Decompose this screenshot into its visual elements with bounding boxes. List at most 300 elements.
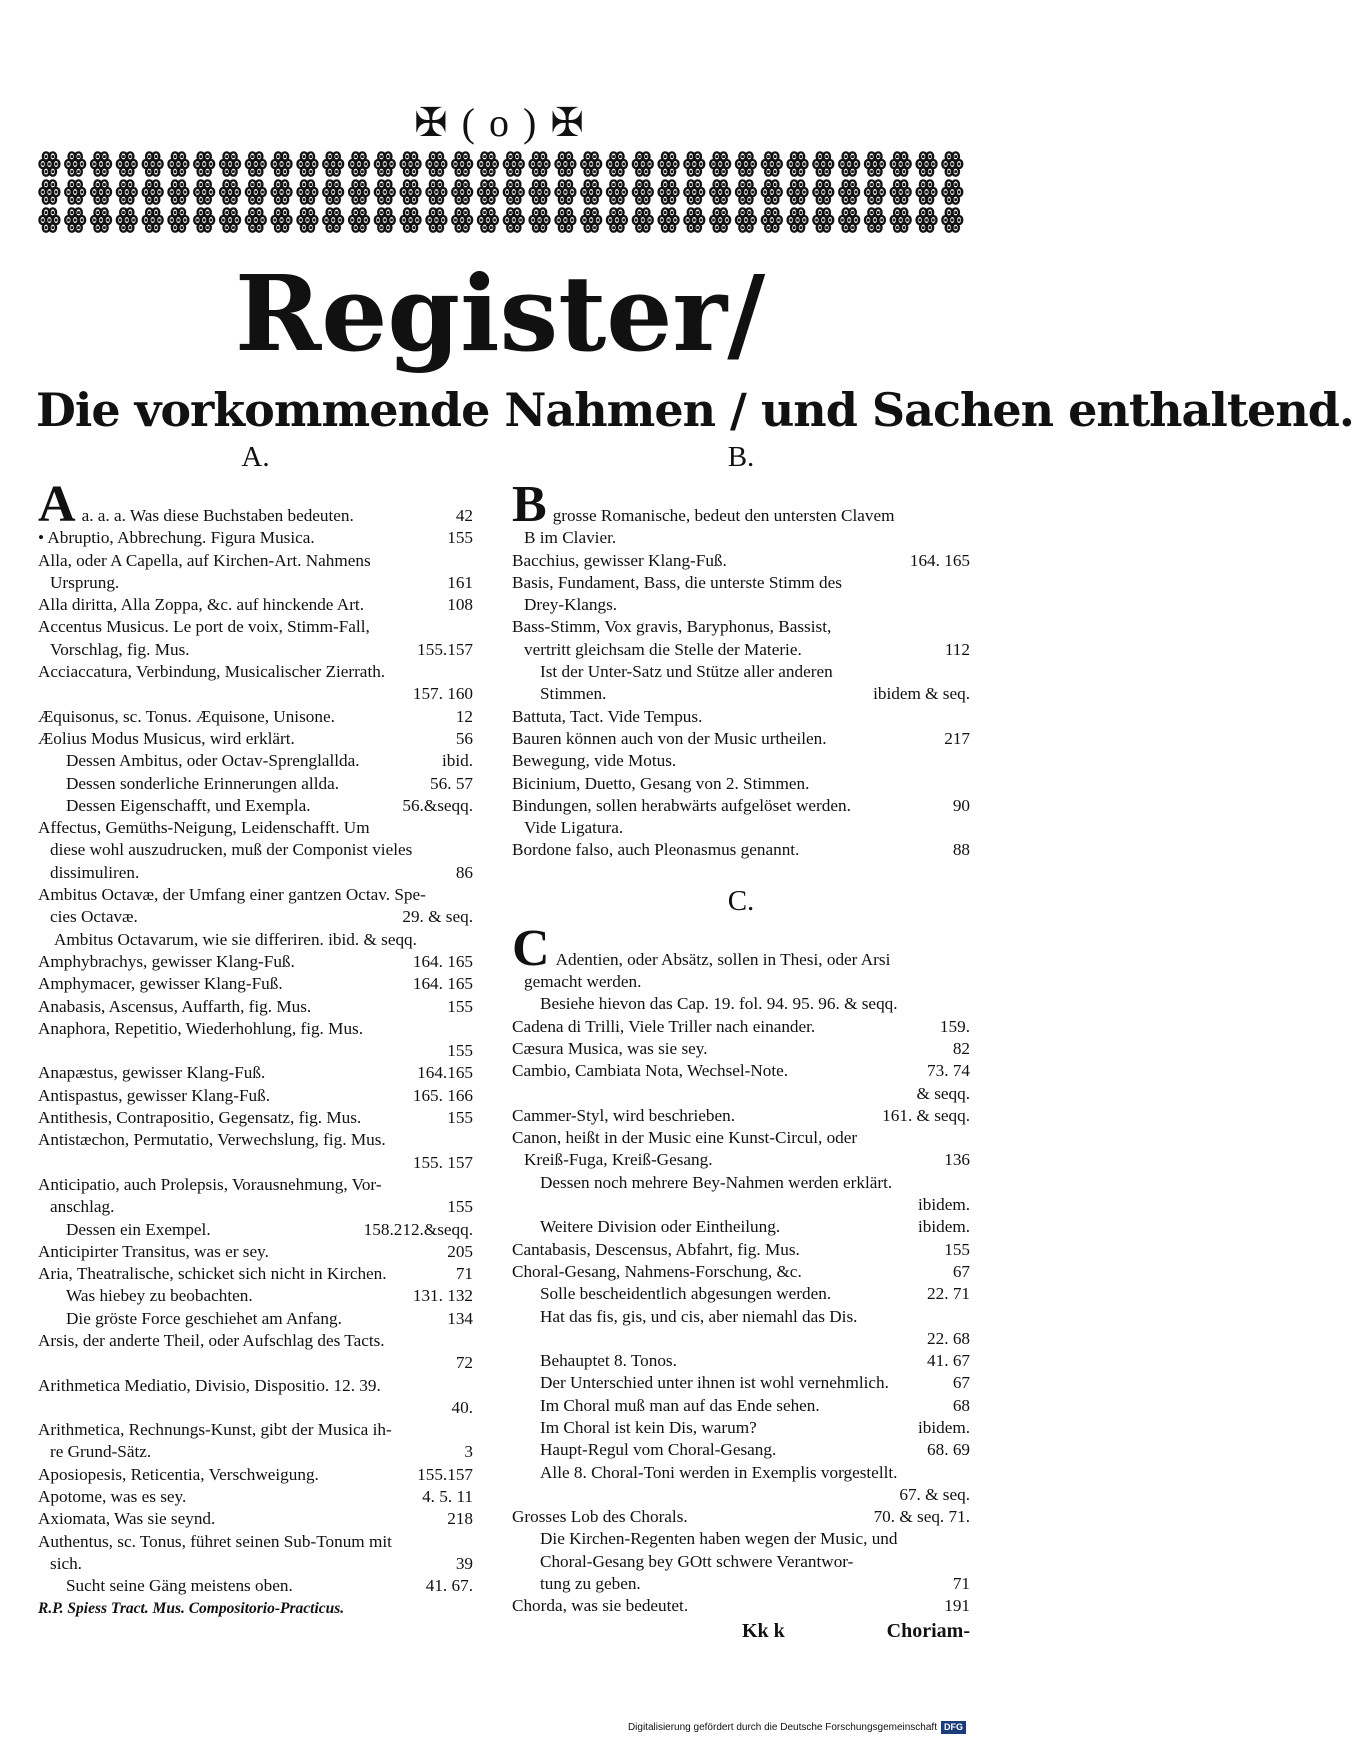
entry-text: Battuta, Tact. Vide Tempus. <box>512 706 703 726</box>
entry-text: Ist der Unter-Satz und Stütze aller anderen <box>540 662 833 682</box>
page-reference: 155 <box>447 996 473 1016</box>
index-entry <box>512 1060 970 1082</box>
entry-text: Authentus, sc. Tonus, führet seinen Sub-Tonum mit <box>38 1531 392 1551</box>
index-entry <box>38 1152 473 1174</box>
entry-text: Bordone falso, auch Pleonasmus genannt. <box>512 840 800 860</box>
index-entry <box>38 1308 473 1330</box>
index-entry <box>512 572 970 594</box>
ornament-glyph: ꙮ <box>476 148 499 177</box>
page-reference: 56 <box>455 728 473 748</box>
entry-text: Bacchius, gewisser Klang-Fuß. <box>512 550 727 570</box>
section-heading-c: C. <box>727 884 755 917</box>
ornament-glyph: ꙮ <box>889 204 912 233</box>
page-reference: 218 <box>447 1509 473 1529</box>
entry-text: Bicinium, Duetto, Gesang von 2. Stimmen. <box>512 773 810 793</box>
page-reference: 155 <box>944 1239 970 1259</box>
entry-text: Anaphora, Repetitio, Wiederhohlung, fig. Mus. <box>38 1018 364 1038</box>
entry-text: Dessen ein Exempel. <box>66 1219 211 1239</box>
page-reference: 29. & seq. <box>402 907 473 927</box>
ornament-glyph: ꙮ <box>115 204 138 233</box>
entry-text: dissimuliren. <box>50 862 140 882</box>
index-entry <box>512 971 970 993</box>
ornament-glyph: ꙮ <box>579 176 602 205</box>
entry-text: Choral-Gesang, Nahmens-Forschung, &c. <box>512 1261 802 1281</box>
page-reference: 42 <box>455 506 473 525</box>
index-entry <box>38 1375 473 1397</box>
index-entry <box>38 929 473 951</box>
page-title: Register/ <box>234 252 766 375</box>
ornament-glyph: ꙮ <box>631 148 654 177</box>
decorative-border <box>38 150 963 232</box>
page-reference: 40. <box>451 1397 473 1417</box>
page-reference: 112 <box>944 639 970 659</box>
page-reference: 3 <box>464 1442 473 1462</box>
ornament-glyph: ꙮ <box>295 176 318 205</box>
page-reference: 155. 157 <box>412 1152 473 1172</box>
page-subtitle: Die vorkommende Nahmen / und Sachen enthaltend. <box>36 383 1354 437</box>
page-reference: 56.&seqq. <box>402 795 473 815</box>
entry-text: Anticipirter Transitus, was er sey. <box>38 1241 269 1261</box>
page-reference: 164. 165 <box>909 550 970 570</box>
page-reference: 12 <box>455 706 473 726</box>
index-entry <box>512 1172 970 1194</box>
ornament-glyph: ꙮ <box>192 176 215 205</box>
page-head-ornament: ✠ ( o ) ✠ <box>414 100 586 145</box>
ornament-glyph: ꙮ <box>373 176 396 205</box>
index-list-b <box>512 476 970 862</box>
index-entry <box>512 1149 970 1171</box>
ornament-row <box>38 150 963 176</box>
page-reference: 72 <box>455 1353 473 1373</box>
index-entry <box>38 1553 473 1575</box>
ornament-glyph: ꙮ <box>502 176 525 205</box>
index-entry <box>512 919 970 977</box>
index-entry <box>512 706 970 728</box>
index-entry <box>512 1573 970 1595</box>
drop-cap: C <box>512 919 550 977</box>
page-reference: 39 <box>455 1553 473 1573</box>
index-entry <box>512 594 970 616</box>
page-reference: 191 <box>944 1596 970 1616</box>
ornament-glyph: ꙮ <box>708 204 731 233</box>
entry-text: Besiehe hievon das Cap. 19. fol. 94. 95. 96. & seqq. <box>540 994 898 1014</box>
page-reference: 41. 67 <box>927 1351 970 1371</box>
ornament-glyph: ꙮ <box>347 148 370 177</box>
index-entry <box>38 683 473 705</box>
index-entry <box>512 839 970 861</box>
entry-text: Solle bescheidentlich abgesungen werden. <box>540 1284 832 1304</box>
ornament-glyph: ꙮ <box>760 148 783 177</box>
page-reference: 88 <box>952 840 970 860</box>
ornament-glyph: ꙮ <box>270 176 293 205</box>
ornament-glyph: ꙮ <box>837 204 860 233</box>
page-reference: 67 <box>952 1261 970 1281</box>
index-entry <box>38 1241 473 1263</box>
index-entry <box>38 951 473 973</box>
ornament-glyph: ꙮ <box>399 148 422 177</box>
entry-text: Arithmetica, Rechnungs-Kunst, gibt der Musica ih- <box>38 1420 392 1440</box>
entry-text: Acciaccatura, Verbindung, Musicalischer Zierrath. <box>38 662 386 682</box>
page-reference: 67 <box>952 1373 970 1393</box>
entry-text: Affectus, Gemüths-Neigung, Leidenschafft. Um <box>38 818 370 838</box>
page-reference: 205 <box>447 1241 473 1261</box>
ornament-glyph: ꙮ <box>476 176 499 205</box>
entry-text: Amphymacer, gewisser Klang-Fuß. <box>38 974 283 994</box>
page-reference: 90 <box>952 795 970 815</box>
entry-text: Apotome, was es sey. <box>38 1487 187 1507</box>
index-entry <box>38 1129 473 1151</box>
index-entry <box>512 1506 970 1528</box>
ornament-glyph: ꙮ <box>682 204 705 233</box>
ornament-glyph: ꙮ <box>605 204 628 233</box>
ornament-glyph: ꙮ <box>579 204 602 233</box>
page-reference: 165. 166 <box>412 1085 473 1105</box>
ornament-glyph: ꙮ <box>244 204 267 233</box>
section-heading-a: A. <box>241 441 270 473</box>
ornament-glyph: ꙮ <box>657 148 679 177</box>
ornament-glyph: ꙮ <box>915 204 937 233</box>
ornament-glyph: ꙮ <box>424 148 447 177</box>
entry-text: Kreiß-Fuga, Kreiß-Gesang. <box>524 1150 713 1170</box>
entry-text: Axiomata, Was sie seynd. <box>38 1509 216 1529</box>
index-entry <box>512 1417 970 1439</box>
page-reference: 131. 132 <box>412 1286 473 1306</box>
ornament-glyph: ꙮ <box>89 148 112 177</box>
entry-text: Vorschlag, fig. Mus. <box>50 639 190 659</box>
index-list-c <box>512 919 970 1618</box>
index-list-a <box>38 476 473 1598</box>
entry-text: Cæsura Musica, was sie sey. <box>512 1038 708 1058</box>
page-reference: & seqq. <box>916 1083 970 1103</box>
index-entry <box>38 616 473 638</box>
page-reference: 136 <box>944 1150 970 1170</box>
ornament-glyph: ꙮ <box>476 204 499 233</box>
ornament-glyph: ꙮ <box>579 148 602 177</box>
index-entry <box>38 1196 473 1218</box>
entry-text: Cammer-Styl, wird beschrieben. <box>512 1105 736 1125</box>
entry-text: Grosses Lob des Chorals. <box>512 1507 688 1527</box>
ornament-glyph: ꙮ <box>89 204 112 233</box>
index-entry <box>512 683 970 705</box>
ornament-glyph: ꙮ <box>631 176 654 205</box>
ornament-glyph: ꙮ <box>166 148 189 177</box>
page-reference: 161 <box>447 572 473 592</box>
ornament-glyph: ꙮ <box>347 176 370 205</box>
entry-text: Vide Ligatura. <box>524 818 624 838</box>
ornament-glyph: ꙮ <box>708 148 731 177</box>
page-reference: ibidem. <box>917 1217 970 1237</box>
index-entry <box>512 728 970 750</box>
page-reference: ibidem & seq. <box>873 684 970 704</box>
ornament-glyph: ꙮ <box>863 204 886 233</box>
ornament-glyph: ꙮ <box>837 148 860 177</box>
ornament-glyph: ꙮ <box>889 176 912 205</box>
index-entry <box>512 1595 970 1617</box>
page-reference: 86 <box>455 862 473 882</box>
page-reference: 217 <box>944 728 970 748</box>
ornament-glyph: ꙮ <box>811 204 834 233</box>
ornament-glyph: ꙮ <box>295 148 318 177</box>
index-entry <box>512 1462 970 1484</box>
index-entry <box>38 661 473 683</box>
page-reference: 155 <box>447 1108 473 1128</box>
ornament-glyph: ꙮ <box>605 176 628 205</box>
index-entry <box>512 1439 970 1461</box>
ornament-glyph: ꙮ <box>657 176 679 205</box>
ornament-glyph: ꙮ <box>295 204 318 233</box>
ornament-glyph: ꙮ <box>399 176 422 205</box>
entry-text: tung zu geben. <box>540 1574 641 1594</box>
index-entry <box>512 527 970 549</box>
entry-text: Die gröste Force geschiehet am Anfang. <box>66 1308 342 1328</box>
ornament-glyph: ꙮ <box>553 176 576 205</box>
ornament-glyph: ꙮ <box>528 204 550 233</box>
ornament-glyph: ꙮ <box>502 148 525 177</box>
ornament-glyph: ꙮ <box>141 204 164 233</box>
index-entry <box>38 1508 473 1530</box>
index-entry <box>38 795 473 817</box>
ornament-glyph: ꙮ <box>915 176 937 205</box>
index-entry <box>512 639 970 661</box>
entry-text: B im Clavier. <box>524 528 617 548</box>
ornament-glyph: ꙮ <box>682 148 705 177</box>
index-entry <box>512 817 970 839</box>
index-entry <box>38 1464 473 1486</box>
ornament-glyph: ꙮ <box>141 148 164 177</box>
entry-text: Bewegung, vide Motus. <box>512 751 677 771</box>
entry-text: Choral-Gesang bey GOtt schwere Verantwor- <box>540 1551 854 1571</box>
entry-text: Sucht seine Gäng meistens oben. <box>66 1576 293 1596</box>
ornament-glyph: ꙮ <box>244 176 267 205</box>
entry-text: Ursprung. <box>50 572 120 592</box>
index-entry <box>512 1261 970 1283</box>
index-entry <box>512 1395 970 1417</box>
ornament-glyph: ꙮ <box>940 176 963 205</box>
page-reference: 70. & seq. 71. <box>873 1507 970 1527</box>
entry-text: Bauren können auch von der Music urtheilen. <box>512 728 827 748</box>
entry-text: a. a. a. Was diese Buchstaben bedeuten. <box>81 506 354 525</box>
ornament-glyph: ꙮ <box>811 148 834 177</box>
page-reference: 164.165 <box>417 1063 473 1083</box>
index-entry <box>38 839 473 861</box>
ornament-glyph: ꙮ <box>347 204 370 233</box>
page-reference: 68. 69 <box>927 1440 970 1460</box>
index-entry <box>512 1216 970 1238</box>
ornament-glyph: ꙮ <box>115 148 138 177</box>
entry-text: Im Choral muß man auf das Ende sehen. <box>540 1395 820 1415</box>
ornament-glyph: ꙮ <box>270 148 293 177</box>
page-reference: 161. & seqq. <box>882 1105 970 1125</box>
ornament-glyph: ꙮ <box>321 148 344 177</box>
ornament-glyph: ꙮ <box>682 176 705 205</box>
page-reference: 4. 5. 11 <box>422 1487 473 1507</box>
digitization-banner <box>627 1720 966 1735</box>
page-reference: 155.157 <box>417 639 473 659</box>
ornament-glyph: ꙮ <box>192 204 215 233</box>
entry-text: Hat das fis, gis, und cis, aber niemahl das Dis. <box>540 1306 858 1326</box>
entry-text: Dessen sonderliche Erinnerungen allda. <box>66 773 339 793</box>
ornament-glyph: ꙮ <box>141 176 164 205</box>
entry-text: Drey-Klangs. <box>524 595 618 615</box>
entry-text: Adentien, oder Absätz, sollen in Thesi, oder Arsi <box>555 949 891 969</box>
entry-text: Æolius Modus Musicus, wird erklärt. <box>38 728 295 748</box>
entry-text: diese wohl auszudrucken, muß der Componist vieles <box>50 840 413 860</box>
index-entry <box>38 639 473 661</box>
dfg-logo: DFG <box>941 1721 966 1734</box>
ornament-glyph: ꙮ <box>399 204 422 233</box>
page-reference: 56. 57 <box>430 773 473 793</box>
entry-text: Aria, Theatralische, schicket sich nicht in Kirchen. <box>38 1264 387 1284</box>
ornament-glyph: ꙮ <box>734 204 757 233</box>
index-entry <box>512 1239 970 1261</box>
index-entry <box>38 706 473 728</box>
entry-text: • Abruptio, Abbrechung. Figura Musica. <box>38 528 315 548</box>
ornament-glyph: ꙮ <box>218 148 241 177</box>
index-entry <box>38 1441 473 1463</box>
page-reference: 68 <box>952 1395 970 1415</box>
entry-text: Basis, Fundament, Bass, die unterste Stimm des <box>512 572 842 592</box>
entry-text: Antistæchon, Permutatio, Verwechslung, fig. Mus. <box>38 1130 386 1150</box>
page-reference: 164. 165 <box>412 974 473 994</box>
ornament-glyph: ꙮ <box>89 176 112 205</box>
ornament-glyph: ꙮ <box>889 148 912 177</box>
index-entry <box>512 1038 970 1060</box>
index-entry <box>512 1016 970 1038</box>
page-reference: 155.157 <box>417 1464 473 1484</box>
entry-text: vertritt gleichsam die Stelle der Materie. <box>524 639 802 659</box>
index-entry <box>38 1174 473 1196</box>
page-reference: 158.212.&seqq. <box>363 1219 473 1239</box>
index-entry <box>38 1397 473 1419</box>
ornament-glyph: ꙮ <box>218 204 241 233</box>
index-entry <box>512 1528 970 1550</box>
index-entry <box>38 1419 473 1441</box>
entry-text: grosse Romanische, bedeut den untersten Clavem <box>552 506 895 525</box>
index-entry <box>38 817 473 839</box>
ornament-glyph: ꙮ <box>734 148 757 177</box>
index-entry <box>512 993 970 1015</box>
entry-text: Anabasis, Ascensus, Auffarth, fig. Mus. <box>38 996 312 1016</box>
ornament-glyph: ꙮ <box>915 148 937 177</box>
ornament-row <box>38 206 963 232</box>
entry-text: Stimmen. <box>540 684 607 704</box>
page-reference: 157. 160 <box>412 684 473 704</box>
index-entry <box>38 594 473 616</box>
entry-text: gemacht werden. <box>524 972 642 992</box>
ornament-glyph: ꙮ <box>218 176 241 205</box>
ornament-glyph: ꙮ <box>786 176 808 205</box>
index-entry <box>38 906 473 928</box>
ornament-glyph: ꙮ <box>528 176 550 205</box>
ornament-glyph: ꙮ <box>38 204 60 233</box>
ornament-glyph: ꙮ <box>373 148 396 177</box>
page-reference: 155 <box>447 1197 473 1217</box>
ornament-glyph: ꙮ <box>450 148 473 177</box>
index-entry <box>38 728 473 750</box>
ornament-glyph: ꙮ <box>63 204 86 233</box>
entry-text: Arithmetica Mediatio, Divisio, Dispositio. 12. 39. <box>38 1375 381 1395</box>
ornament-glyph: ꙮ <box>450 176 473 205</box>
page-reference: 155 <box>447 1041 473 1061</box>
ornament-glyph: ꙮ <box>63 148 86 177</box>
entry-text: Cantabasis, Descensus, Abfahrt, fig. Mus. <box>512 1239 800 1259</box>
banner-text: Digitalisierung gefördert durch die Deutsche Forschungsgemeinschaft <box>627 1722 937 1733</box>
page-reference: 22. 68 <box>927 1328 970 1348</box>
entry-text: Antispastus, gewisser Klang-Fuß. <box>38 1085 271 1105</box>
entry-text: Behauptet 8. Tonos. <box>540 1351 677 1371</box>
ornament-glyph: ꙮ <box>192 148 215 177</box>
ornament-glyph: ꙮ <box>786 204 808 233</box>
page-reference: 71 <box>952 1574 970 1594</box>
entry-text: Ambitus Octavarum, wie sie differiren. ibid. & seqq. <box>54 929 417 949</box>
entry-text: Alle 8. Choral-Toni werden in Exemplis vorgestellt. <box>540 1462 898 1482</box>
page-reference: 41. 67. <box>425 1576 473 1596</box>
ornament-glyph: ꙮ <box>837 176 860 205</box>
page-reference: ibidem. <box>917 1195 970 1215</box>
ornament-glyph: ꙮ <box>811 176 834 205</box>
index-entry <box>38 572 473 594</box>
index-entry <box>38 1263 473 1285</box>
ornament-glyph: ꙮ <box>63 176 86 205</box>
entry-text: Dessen noch mehrere Bey-Nahmen werden erklärt. <box>540 1172 893 1192</box>
ornament-glyph: ꙮ <box>605 148 628 177</box>
index-entry <box>512 616 970 638</box>
page-reference: 108 <box>447 595 473 615</box>
page-reference: 155 <box>447 528 473 548</box>
index-entry <box>512 773 970 795</box>
index-entry <box>38 1085 473 1107</box>
index-entry <box>512 1350 970 1372</box>
index-entry <box>512 661 970 683</box>
entry-text: Bindungen, sollen herabwärts aufgelöset werden. <box>512 795 851 815</box>
index-entry <box>512 1194 970 1216</box>
ornament-glyph: ꙮ <box>270 204 293 233</box>
entry-text: Alla diritta, Alla Zoppa, &c. auf hinckende Art. <box>38 595 364 615</box>
entry-text: Arsis, der anderte Theil, oder Aufschlag des Tacts. <box>38 1330 385 1350</box>
ornament-glyph: ꙮ <box>940 148 963 177</box>
ornament-glyph: ꙮ <box>708 176 731 205</box>
index-entry <box>38 1219 473 1241</box>
ornament-glyph: ꙮ <box>244 148 267 177</box>
index-entry <box>38 1575 473 1597</box>
index-entry <box>38 996 473 1018</box>
drop-cap: A <box>38 476 76 533</box>
ornament-glyph: ꙮ <box>553 148 576 177</box>
index-entry <box>512 795 970 817</box>
index-entry <box>38 1018 473 1040</box>
index-entry <box>38 1062 473 1084</box>
drop-cap: B <box>512 476 547 533</box>
index-entry <box>38 550 473 572</box>
page-reference: 22. 71 <box>927 1284 970 1304</box>
index-entry <box>512 476 970 533</box>
entry-text: Anapæstus, gewisser Klang-Fuß. <box>38 1063 266 1083</box>
index-entry <box>38 973 473 995</box>
page-reference: ibid. <box>441 751 473 771</box>
catchword: Choriam- <box>886 1619 970 1642</box>
index-entry <box>512 1328 970 1350</box>
entry-text: Im Choral ist kein Dis, warum? <box>540 1417 757 1437</box>
entry-text: Antithesis, Contrapositio, Gegensatz, fig. Mus. <box>38 1108 362 1128</box>
entry-text: Cadena di Trilli, Viele Triller nach einander. <box>512 1016 816 1036</box>
entry-text: Alla, oder A Capella, auf Kirchen-Art. Nahmens <box>38 550 371 570</box>
entry-text: re Grund-Sätz. <box>50 1442 152 1462</box>
entry-text: Dessen Ambitus, oder Octav-Sprenglallda. <box>66 751 360 771</box>
index-entry <box>512 750 970 772</box>
index-entry <box>512 1551 970 1573</box>
index-entry <box>38 750 473 772</box>
entry-text: Ambitus Octavæ, der Umfang einer gantzen Octav. Spe- <box>38 885 426 905</box>
